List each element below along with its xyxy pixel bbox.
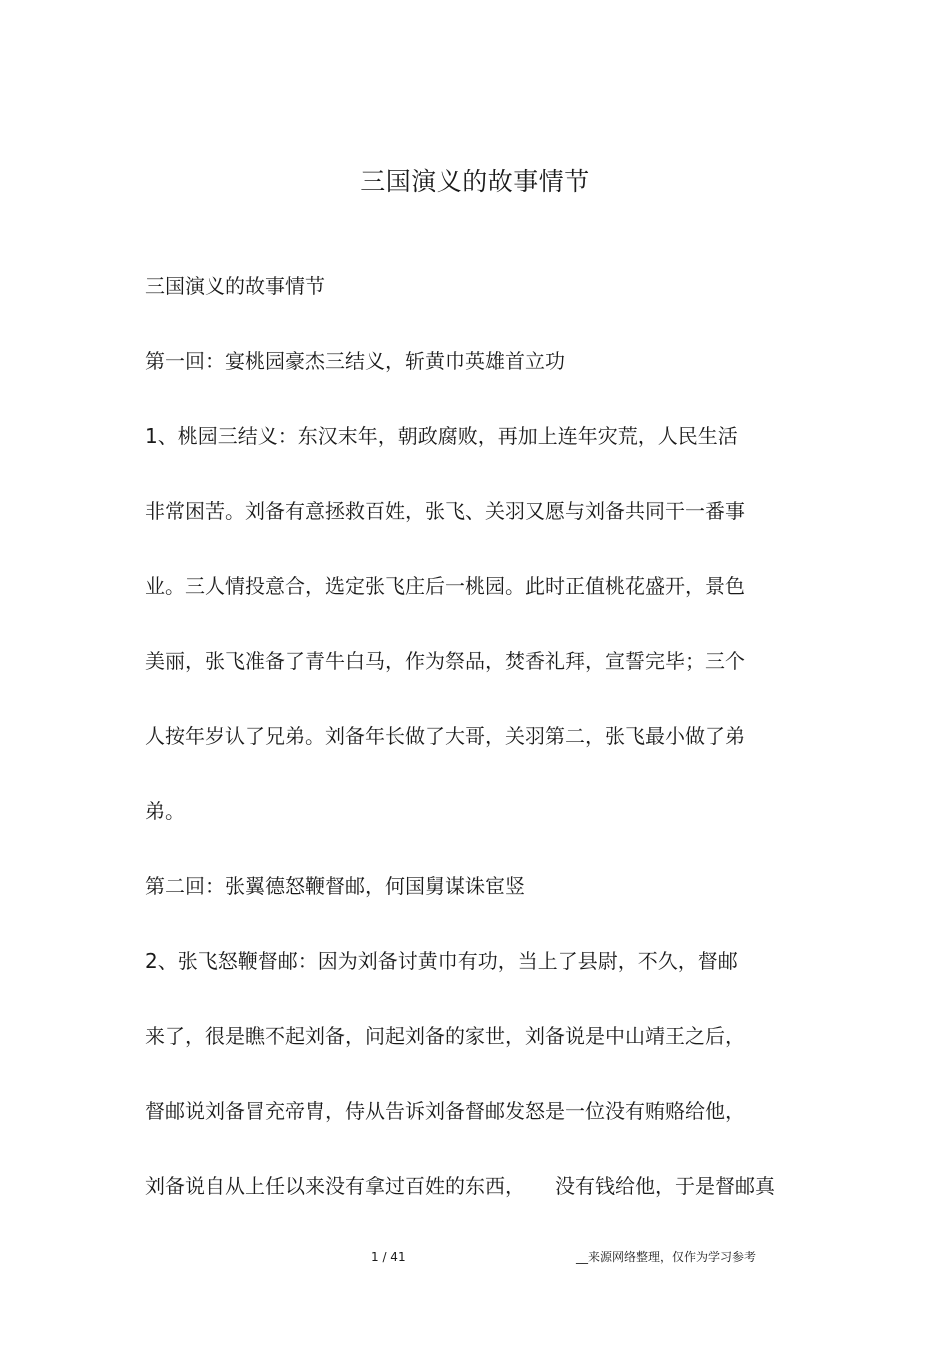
paragraph-line: 人按年岁认了兄弟。刘备年长做了大哥，关羽第二，张飞最小做了弟 [145,724,745,748]
paragraph-line: 来了，很是瞧不起刘备，问起刘备的家世，刘备说是中山靖王之后， [145,1024,745,1048]
document-title: 三国演义的故事情节 [360,167,590,196]
source-note: __来源网络整理，仅作为学习参考 [576,1250,757,1264]
paragraph-line: 1、桃园三结义：东汉末年，朝政腐败，再加上连年灾荒，人民生活 [145,424,738,448]
paragraph-line: 刘备说自从上任以来没有拿过百姓的东西， 没有钱给他，于是督邮真 [145,1174,775,1198]
paragraph-line: 非常困苦。刘备有意拯救百姓，张飞、关羽又愿与刘备共同干一番事 [145,499,745,523]
paragraph-line: 美丽，张飞准备了青牛白马，作为祭品，焚香礼拜，宣誓完毕；三个 [145,649,745,673]
paragraph-line: 弟。 [145,799,185,823]
paragraph-line: 业。三人情投意合，选定张飞庄后一桃园。此时正值桃花盛开，景色 [145,574,745,598]
paragraph-line: 2、张飞怒鞭督邮：因为刘备讨黄巾有功，当上了县尉，不久，督邮 [145,949,738,973]
section-heading: 三国演义的故事情节 [145,274,325,298]
chapter-heading-1: 第一回：宴桃园豪杰三结义，斩黄巾英雄首立功 [145,349,565,373]
page-number: 1 / 41 [371,1250,406,1264]
chapter-heading-2: 第二回：张翼德怒鞭督邮，何国舅谋诛宦竖 [145,874,525,898]
paragraph-line: 督邮说刘备冒充帝胄，侍从告诉刘备督邮发怒是一位没有贿赂给他， [145,1099,745,1123]
